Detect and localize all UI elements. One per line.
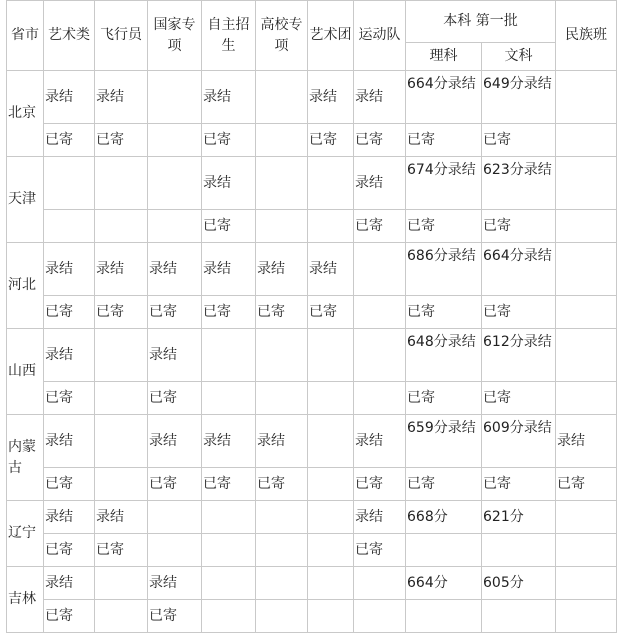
header-college-special: 高校专项 <box>256 1 308 71</box>
header-first-batch: 本科 第一批 <box>406 1 556 43</box>
cell-sports-team <box>354 329 406 382</box>
cell-ethnic-class <box>556 210 617 243</box>
cell-college-special <box>256 210 308 243</box>
cell-college-special: 录结 <box>256 243 308 296</box>
cell-liberal-arts: 621分 <box>482 501 556 534</box>
cell-college-special: 录结 <box>256 415 308 468</box>
cell-sports-team: 录结 <box>354 71 406 124</box>
cell-sports-team <box>354 567 406 600</box>
admission-status-table <box>6 0 617 633</box>
cell-art-troupe: 录结 <box>308 71 354 124</box>
cell-ethnic-class <box>556 71 617 124</box>
cell-national-special: 已寄 <box>148 468 202 501</box>
cell-national-special: 录结 <box>148 415 202 468</box>
cell-art: 已寄 <box>44 534 95 567</box>
cell-art-troupe <box>308 382 354 415</box>
table-row <box>7 415 617 468</box>
table-row <box>7 124 617 157</box>
cell-art-troupe: 录结 <box>308 243 354 296</box>
cell-independent-enrollment: 已寄 <box>202 210 256 243</box>
cell-sports-team: 已寄 <box>354 124 406 157</box>
cell-ethnic-class <box>556 124 617 157</box>
table-row <box>7 296 617 329</box>
cell-pilot <box>95 600 148 633</box>
cell-national-special: 录结 <box>148 567 202 600</box>
cell-national-special <box>148 501 202 534</box>
cell-science: 已寄 <box>406 468 482 501</box>
cell-art-troupe <box>308 567 354 600</box>
cell-ethnic-class <box>556 329 617 382</box>
table-row <box>7 534 617 567</box>
cell-college-special <box>256 71 308 124</box>
cell-ethnic-class: 已寄 <box>556 468 617 501</box>
cell-science: 674分录结 <box>406 157 482 210</box>
cell-liberal-arts <box>482 534 556 567</box>
cell-art-troupe: 已寄 <box>308 296 354 329</box>
cell-art: 录结 <box>44 329 95 382</box>
cell-art: 录结 <box>44 501 95 534</box>
cell-science: 664分 <box>406 567 482 600</box>
cell-independent-enrollment: 录结 <box>202 71 256 124</box>
cell-ethnic-class <box>556 501 617 534</box>
header-art: 艺术类 <box>44 1 95 71</box>
table-row <box>7 157 617 210</box>
cell-ethnic-class <box>556 534 617 567</box>
cell-independent-enrollment: 录结 <box>202 243 256 296</box>
cell-pilot: 已寄 <box>95 534 148 567</box>
cell-college-special <box>256 567 308 600</box>
cell-art: 已寄 <box>44 296 95 329</box>
cell-independent-enrollment <box>202 501 256 534</box>
table-row <box>7 71 617 124</box>
cell-liberal-arts: 649分录结 <box>482 71 556 124</box>
cell-science: 648分录结 <box>406 329 482 382</box>
cell-science: 659分录结 <box>406 415 482 468</box>
cell-pilot <box>95 468 148 501</box>
cell-art: 已寄 <box>44 600 95 633</box>
cell-pilot: 录结 <box>95 243 148 296</box>
cell-independent-enrollment <box>202 567 256 600</box>
cell-ethnic-class <box>556 157 617 210</box>
cell-national-special: 已寄 <box>148 600 202 633</box>
cell-art: 录结 <box>44 567 95 600</box>
cell-independent-enrollment <box>202 329 256 382</box>
cell-national-special: 录结 <box>148 329 202 382</box>
province-cell: 山西 <box>7 329 44 415</box>
cell-sports-team <box>354 243 406 296</box>
cell-art-troupe <box>308 468 354 501</box>
cell-science: 已寄 <box>406 382 482 415</box>
cell-pilot: 录结 <box>95 71 148 124</box>
cell-ethnic-class <box>556 382 617 415</box>
cell-science: 668分 <box>406 501 482 534</box>
cell-pilot: 已寄 <box>95 124 148 157</box>
table-row <box>7 243 617 296</box>
header-province: 省市 <box>7 1 44 71</box>
header-pilot: 飞行员 <box>95 1 148 71</box>
province-cell: 河北 <box>7 243 44 329</box>
cell-pilot: 已寄 <box>95 296 148 329</box>
cell-art: 已寄 <box>44 382 95 415</box>
cell-art-troupe <box>308 329 354 382</box>
cell-liberal-arts: 609分录结 <box>482 415 556 468</box>
table-row <box>7 329 617 382</box>
cell-liberal-arts: 已寄 <box>482 382 556 415</box>
cell-sports-team: 已寄 <box>354 534 406 567</box>
cell-liberal-arts: 623分录结 <box>482 157 556 210</box>
header-sports-team: 运动队 <box>354 1 406 71</box>
cell-national-special <box>148 124 202 157</box>
cell-science: 已寄 <box>406 124 482 157</box>
cell-sports-team <box>354 296 406 329</box>
cell-sports-team: 已寄 <box>354 210 406 243</box>
cell-national-special: 已寄 <box>148 382 202 415</box>
cell-sports-team <box>354 600 406 633</box>
cell-art-troupe <box>308 534 354 567</box>
cell-art-troupe <box>308 157 354 210</box>
cell-national-special: 已寄 <box>148 296 202 329</box>
cell-college-special: 已寄 <box>256 468 308 501</box>
cell-college-special <box>256 501 308 534</box>
table-row <box>7 210 617 243</box>
province-cell: 吉林 <box>7 567 44 633</box>
cell-pilot <box>95 329 148 382</box>
cell-science: 已寄 <box>406 296 482 329</box>
cell-ethnic-class <box>556 296 617 329</box>
header-art-troupe: 艺术团 <box>308 1 354 71</box>
cell-art: 录结 <box>44 71 95 124</box>
cell-art-troupe <box>308 501 354 534</box>
cell-independent-enrollment: 已寄 <box>202 124 256 157</box>
cell-independent-enrollment: 已寄 <box>202 296 256 329</box>
cell-pilot <box>95 382 148 415</box>
cell-liberal-arts <box>482 600 556 633</box>
cell-art-troupe <box>308 600 354 633</box>
cell-college-special <box>256 534 308 567</box>
cell-science <box>406 600 482 633</box>
cell-art: 录结 <box>44 243 95 296</box>
header-ethnic-class: 民族班 <box>556 1 617 71</box>
province-cell: 北京 <box>7 71 44 157</box>
province-cell: 天津 <box>7 157 44 243</box>
cell-ethnic-class: 录结 <box>556 415 617 468</box>
cell-art-troupe <box>308 210 354 243</box>
cell-pilot <box>95 210 148 243</box>
province-cell: 辽宁 <box>7 501 44 567</box>
cell-art: 已寄 <box>44 468 95 501</box>
cell-national-special <box>148 534 202 567</box>
cell-sports-team: 已寄 <box>354 468 406 501</box>
cell-art <box>44 210 95 243</box>
cell-liberal-arts: 612分录结 <box>482 329 556 382</box>
cell-liberal-arts: 已寄 <box>482 210 556 243</box>
cell-art: 录结 <box>44 415 95 468</box>
cell-pilot <box>95 415 148 468</box>
cell-pilot <box>95 567 148 600</box>
cell-art <box>44 157 95 210</box>
cell-ethnic-class <box>556 567 617 600</box>
cell-national-special <box>148 157 202 210</box>
cell-science: 686分录结 <box>406 243 482 296</box>
cell-science: 664分录结 <box>406 71 482 124</box>
cell-national-special: 录结 <box>148 243 202 296</box>
cell-independent-enrollment: 已寄 <box>202 468 256 501</box>
cell-college-special <box>256 329 308 382</box>
cell-independent-enrollment <box>202 382 256 415</box>
table-row <box>7 382 617 415</box>
cell-liberal-arts: 664分录结 <box>482 243 556 296</box>
header-independent-enrollment: 自主招生 <box>202 1 256 71</box>
cell-independent-enrollment <box>202 600 256 633</box>
cell-liberal-arts: 已寄 <box>482 124 556 157</box>
header-row <box>7 1 617 43</box>
cell-national-special <box>148 210 202 243</box>
cell-liberal-arts: 605分 <box>482 567 556 600</box>
header-science: 理科 <box>406 43 482 71</box>
cell-art-troupe <box>308 415 354 468</box>
cell-sports-team: 录结 <box>354 501 406 534</box>
cell-science: 已寄 <box>406 210 482 243</box>
header-national-special: 国家专项 <box>148 1 202 71</box>
cell-college-special: 已寄 <box>256 296 308 329</box>
cell-ethnic-class <box>556 243 617 296</box>
cell-liberal-arts: 已寄 <box>482 296 556 329</box>
cell-independent-enrollment: 录结 <box>202 415 256 468</box>
cell-college-special <box>256 600 308 633</box>
table-row <box>7 468 617 501</box>
cell-national-special <box>148 71 202 124</box>
cell-independent-enrollment <box>202 534 256 567</box>
cell-college-special <box>256 124 308 157</box>
table-row <box>7 600 617 633</box>
cell-science <box>406 534 482 567</box>
cell-pilot <box>95 157 148 210</box>
cell-liberal-arts: 已寄 <box>482 468 556 501</box>
cell-sports-team: 录结 <box>354 157 406 210</box>
cell-independent-enrollment: 录结 <box>202 157 256 210</box>
table-row <box>7 567 617 600</box>
cell-art: 已寄 <box>44 124 95 157</box>
cell-art-troupe: 已寄 <box>308 124 354 157</box>
cell-college-special <box>256 382 308 415</box>
table-row <box>7 501 617 534</box>
province-cell: 内蒙古 <box>7 415 44 501</box>
header-liberal-arts: 文科 <box>482 43 556 71</box>
cell-ethnic-class <box>556 600 617 633</box>
cell-college-special <box>256 157 308 210</box>
cell-sports-team <box>354 382 406 415</box>
cell-pilot: 录结 <box>95 501 148 534</box>
cell-sports-team: 录结 <box>354 415 406 468</box>
